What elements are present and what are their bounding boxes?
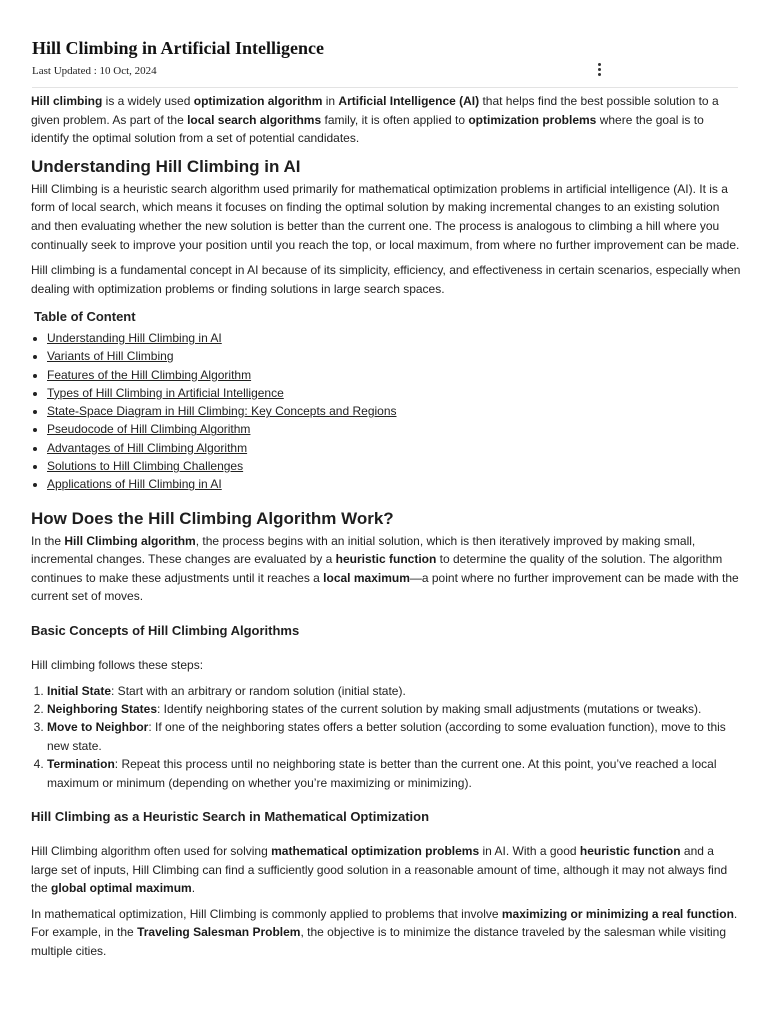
toc-link[interactable]: State-Space Diagram in Hill Climbing: Key Concepts and Regions xyxy=(47,404,397,419)
toc-link[interactable]: Advantages of Hill Climbing Algorithm xyxy=(47,440,248,455)
paragraph-heuristic-1: Hill Climbing algorithm often used for solving mathematical optimization problems in AI. With a good heuristic function and a large set of inputs, Hill Climbing can find a sufficiently good solution in a reasonable amount of time, although it may not always find the global optimal maximum. xyxy=(31,844,728,896)
paragraph-heuristic-2: In mathematical optimization, Hill Climbing is commonly applied to problems that involve maximizing or minimizing a real function. For example, in the Traveling Salesman Problem, the objective is to minimize the distance traveled by the salesman while visiting multiple cities. xyxy=(31,906,738,958)
toc-item xyxy=(47,475,741,493)
toc-item xyxy=(47,347,741,365)
paragraph-understanding-2: Hill climbing is a fundamental concept in AI because of its simplicity, efficiency, and effectiveness in certain scenarios, especially when dealing with optimization problems or finding solutions in large search spaces. xyxy=(31,263,741,296)
toc-item xyxy=(47,439,741,457)
heading-how-it-works: How Does the Hill Climbing Algorithm Work? xyxy=(31,508,394,528)
heading-understanding: Understanding Hill Climbing in AI xyxy=(31,156,301,176)
toc-title: Table of Content xyxy=(34,309,136,325)
toc-item xyxy=(47,457,741,475)
last-updated: Last Updated : 10 Oct, 2024 xyxy=(32,65,157,77)
table-of-content xyxy=(31,329,741,494)
toc-item xyxy=(47,420,741,438)
toc-link[interactable]: Pseudocode of Hill Climbing Algorithm xyxy=(47,422,251,437)
heading-basic-concepts: Basic Concepts of Hill Climbing Algorithms xyxy=(31,622,300,638)
list-item: 3. Move to Neighbor: If one of the neighboring states offers a better solution (according to some evaluation function), move to this new state. xyxy=(47,718,741,755)
list-item: 1. Initial State: Start with an arbitrary or random solution (initial state). xyxy=(47,682,741,700)
toc-item xyxy=(47,366,741,384)
steps-list xyxy=(31,682,741,792)
toc-item xyxy=(47,402,741,420)
paragraph-understanding-1: Hill Climbing is a heuristic search algorithm used primarily for mathematical optimization problems in artificial intelligence (AI). It is a form of local search, which means it focuses on finding the optimal solution by making incremental changes to an existing solution and then evaluating whether the new solution is better than the current one. The process is analogous to climbing a hill where you continually seek to improve your position until you reach the top, or local maximum, from where no further improvement can be made. xyxy=(31,181,740,252)
list-item: 2. Neighboring States: Identify neighboring states of the current solution by making small adjustments (mutations or tweaks). xyxy=(47,700,741,718)
article-body xyxy=(31,92,741,968)
kebab-vertical-icon[interactable] xyxy=(592,62,606,78)
toc-link[interactable]: Understanding Hill Climbing in AI xyxy=(47,330,222,345)
heading-heuristic-search: Hill Climbing as a Heuristic Search in Mathematical Optimization xyxy=(31,809,430,825)
toc-link[interactable]: Solutions to Hill Climbing Challenges xyxy=(47,459,244,474)
toc-link[interactable]: Types of Hill Climbing in Artificial Intelligence xyxy=(47,385,284,400)
toc-link[interactable]: Applications of Hill Climbing in AI xyxy=(47,477,222,492)
toc-item xyxy=(47,384,741,402)
list-item: 4. Termination: Repeat this process until no neighboring state is better than the current one. At this point, you’ve reached a local maximum or minimum (depending on whether you’re maximizing or minimizing). xyxy=(47,755,741,792)
toc-link[interactable]: Variants of Hill Climbing xyxy=(47,349,174,364)
toc-item xyxy=(47,329,741,347)
paragraph-how-it-works: In the Hill Climbing algorithm, the process begins with an initial solution, which is then iteratively improved by making small, incremental changes. These changes are evaluated by a heuristic function to determine the quality of the solution. The algorithm continues to make these adjustments until it reaches a local maximum—a point where no further improvement can be made with the current set of moves. xyxy=(31,533,739,604)
intro-paragraph: Hill climbing is a widely used optimization algorithm in Artificial Intelligence (AI) that helps find the best possible solution to a given problem. As part of the local search algorithms family, it is often applied to optimization problems where the goal is to identify the optimal solution from a set of potential candidates. xyxy=(31,94,719,146)
steps-intro: Hill climbing follows these steps: xyxy=(31,657,204,672)
header-divider xyxy=(32,87,738,88)
article-title: Hill Climbing in Artificial Intelligence xyxy=(32,38,324,58)
toc-link[interactable]: Features of the Hill Climbing Algorithm xyxy=(47,367,252,382)
